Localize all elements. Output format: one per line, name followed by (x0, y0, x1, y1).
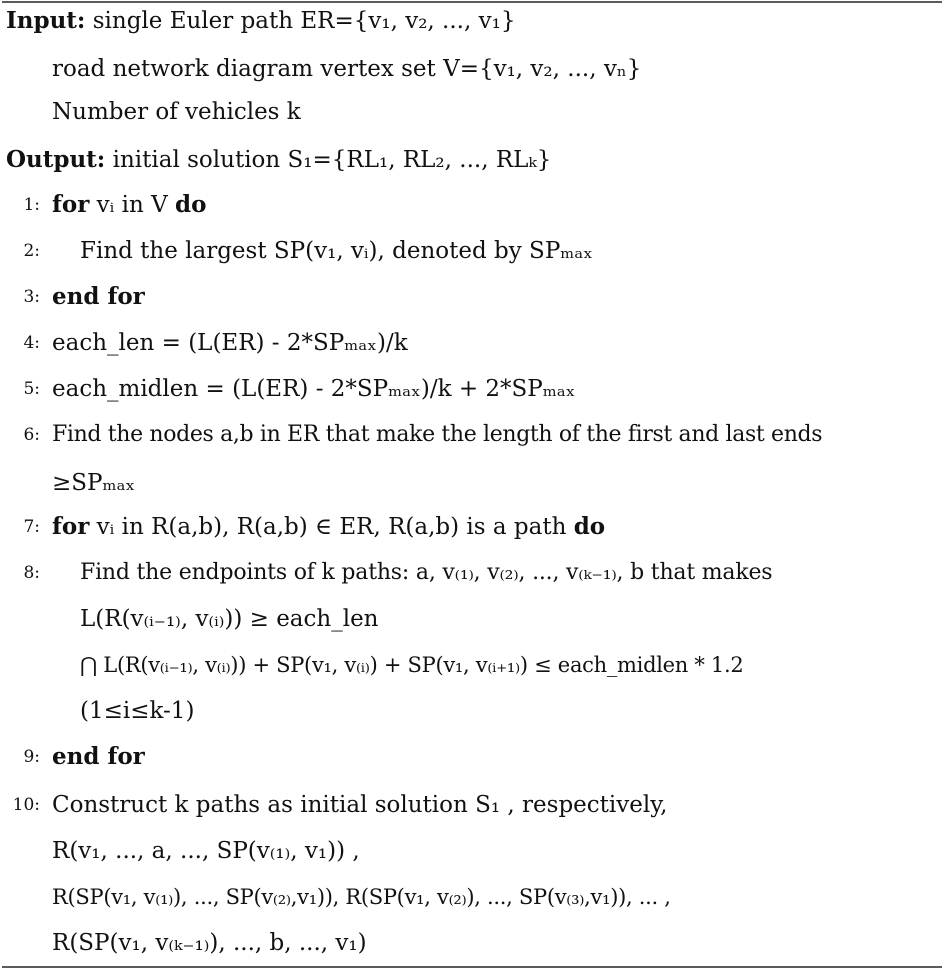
bottom-rule (2, 966, 942, 968)
step-8-continuation-3: (1≤i≤k-1) (80, 698, 195, 724)
step-3: end for (52, 283, 145, 310)
step-8-continuation-2: ⋂ L(R(v₍ᵢ₋₁₎, v₍ᵢ₎)) + SP(v₁, v₍ᵢ₎) + SP(v₁, v₍ᵢ₊₁₎) ≤ each_midlen * 1.2 (80, 653, 744, 677)
step-number-7: 7: (23, 517, 40, 537)
step-number-9: 9: (23, 747, 40, 767)
step-5: each_midlen = (L(ER) - 2*SPₘₐₓ)/k + 2*SPₘₐₓ (52, 376, 576, 402)
step-1-keyword-do: do (175, 191, 207, 218)
input-label: Input: (6, 7, 86, 34)
top-rule (2, 1, 942, 3)
step-10-continuation-1: R(v₁, ..., a, ..., SP(v₍₁₎, v₁)) , (52, 838, 360, 864)
output-text: initial solution S₁={RL₁, RL₂, ..., RLₖ} (105, 147, 552, 173)
step-7-keyword-for: for (52, 513, 90, 540)
step-10-continuation-3: R(SP(v₁, v₍ₖ₋₁₎), ..., b, ..., v₁) (52, 930, 367, 956)
step-7 (52, 512, 605, 542)
step-4: each_len = (L(ER) - 2*SPₘₐₓ)/k (52, 330, 408, 356)
step-number-2: 2: (23, 241, 40, 261)
step-2: Find the largest SP(v₁, vᵢ), denoted by SPₘₐₓ (80, 238, 594, 264)
step-number-3: 3: (23, 287, 40, 307)
step-7-text: vᵢ in R(a,b), R(a,b) ∈ ER, R(a,b) is a path (89, 514, 574, 540)
input-line-2: road network diagram vertex set V={v₁, v₂, ..., vₙ} (52, 56, 642, 82)
step-7-keyword-do: do (573, 513, 606, 540)
step-number-8: 8: (23, 563, 40, 583)
step-6: Find the nodes a,b in ER that make the length of the first and last ends (52, 422, 823, 447)
input-line-3: Number of vehicles k (52, 99, 301, 125)
output-label: Output: (6, 146, 106, 173)
step-10-continuation-2: R(SP(v₁, v₍₁₎), ..., SP(v₍₂₎,v₁)), R(SP(v₁, v₍₂₎), ..., SP(v₍₃₎,v₁)), ... , (52, 885, 671, 909)
step-number-10: 10: (12, 795, 40, 815)
step-number-6: 6: (23, 425, 40, 445)
step-number-1: 1: (23, 195, 40, 215)
input-text-1: single Euler path ER={v₁, v₂, ..., v₁} (85, 8, 516, 34)
output-line (6, 145, 551, 175)
step-1-text: vᵢ in V (89, 192, 176, 218)
step-number-5: 5: (23, 379, 40, 399)
step-8-continuation-1: L(R(v₍ᵢ₋₁₎, v₍ᵢ₎)) ≥ each_len (80, 606, 379, 632)
step-10: Construct k paths as initial solution S₁ , respectively, (52, 792, 668, 818)
step-1-keyword-for: for (52, 191, 90, 218)
step-9: end for (52, 743, 145, 770)
input-line-1 (6, 6, 515, 36)
step-6-continuation: ≥SPₘₐₓ (52, 470, 136, 496)
step-8: Find the endpoints of k paths: a, v₍₁₎, v₍₂₎, ..., v₍ₖ₋₁₎, b that makes (80, 560, 773, 585)
step-1 (52, 190, 206, 220)
step-number-4: 4: (23, 333, 40, 353)
